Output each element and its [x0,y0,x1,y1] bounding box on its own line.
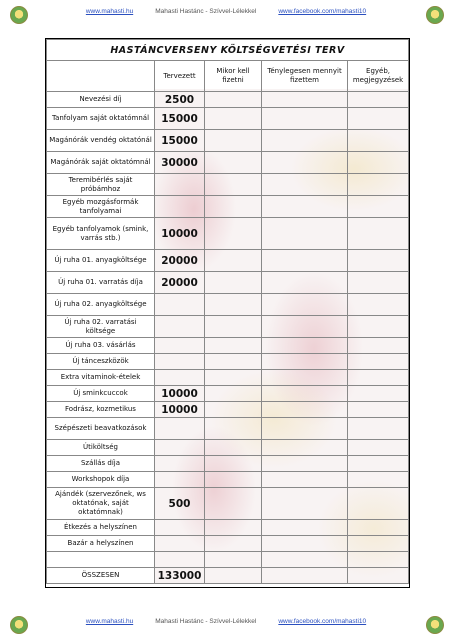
row-label: Új ruha 02. varratási költsége [47,316,155,338]
row-label: Magánórák vendég oktatónál [47,130,155,152]
actual-paid-cell [262,196,348,218]
row-label: Tanfolyam saját oktatómnál [47,108,155,130]
actual-paid-cell [262,250,348,272]
column-header-planned: Tervezett [155,61,205,92]
planned-value [155,552,205,568]
actual-paid-cell [262,370,348,386]
table-row [47,272,409,294]
budget-table [46,39,409,584]
budget-sheet [45,38,410,588]
notes-cell [348,108,409,130]
table-body [47,92,409,584]
table-row [47,92,409,108]
table-row [47,354,409,370]
planned-value [155,440,205,456]
planned-value [155,418,205,440]
notes-cell [348,386,409,402]
actual-paid-cell [262,152,348,174]
planned-value: 500 [155,488,205,520]
table-row [47,338,409,354]
actual-paid-cell [262,174,348,196]
actual-paid-cell [262,354,348,370]
row-label: Nevezési díj [47,92,155,108]
table-row [47,472,409,488]
page-footer [0,610,452,640]
row-label: Étkezés a helyszínen [47,520,155,536]
planned-value [155,294,205,316]
row-label: Új ruha 01. varratás díja [47,272,155,294]
table-row [47,552,409,568]
when-pay-cell [205,338,262,354]
row-label: Új sminkcuccok [47,386,155,402]
notes-cell [348,472,409,488]
table-row [47,218,409,250]
when-pay-cell [205,316,262,338]
row-label: Új tánceszközök [47,354,155,370]
table-row [47,174,409,196]
actual-paid-cell [262,316,348,338]
row-label: Új ruha 03. vásárlás [47,338,155,354]
when-pay-cell [205,196,262,218]
notes-cell [348,316,409,338]
table-row [47,456,409,472]
table-row [47,568,409,584]
planned-value [155,520,205,536]
row-label: Szállás díja [47,456,155,472]
notes-cell [348,338,409,354]
when-pay-cell [205,402,262,418]
planned-value: 10000 [155,386,205,402]
row-label: Extra vitaminok-ételek [47,370,155,386]
planned-value: 10000 [155,218,205,250]
header-line [0,8,452,15]
planned-value: 20000 [155,250,205,272]
table-row [47,520,409,536]
row-label: Szépészeti beavatkozások [47,418,155,440]
notes-cell [348,402,409,418]
when-pay-cell [205,456,262,472]
header-center-text: Mahasti Hastánc - Szívvel-Lélekkel [155,8,257,15]
page-header [0,0,452,30]
table-row [47,250,409,272]
table-title: HASTÁNCVERSENY KÖLTSÉGVETÉSI TERV [47,40,409,61]
row-label [47,552,155,568]
row-label: Magánórák saját oktatómnál [47,152,155,174]
actual-paid-cell [262,418,348,440]
notes-cell [348,152,409,174]
actual-paid-cell [262,338,348,354]
column-header-actual-paid: Ténylegesen mennyit fizettem [262,61,348,92]
row-label: Új ruha 02. anyagköltsége [47,294,155,316]
row-label: Egyéb tanfolyamok (smink, varrás stb.) [47,218,155,250]
when-pay-cell [205,108,262,130]
when-pay-cell [205,472,262,488]
table-row [47,196,409,218]
table-row [47,370,409,386]
actual-paid-cell [262,488,348,520]
notes-cell [348,370,409,386]
table-row [47,418,409,440]
notes-cell [348,218,409,250]
row-label: Új ruha 01. anyagköltsége [47,250,155,272]
table-row [47,130,409,152]
actual-paid-cell [262,568,348,584]
notes-cell [348,354,409,370]
header-empty-cell [47,61,155,92]
when-pay-cell [205,130,262,152]
row-label: Fodrász, kozmetikus [47,402,155,418]
when-pay-cell [205,218,262,250]
planned-value [155,370,205,386]
notes-cell [348,92,409,108]
notes-cell [348,196,409,218]
column-header-when-pay: Mikor kell fizetni [205,61,262,92]
when-pay-cell [205,152,262,174]
actual-paid-cell [262,536,348,552]
when-pay-cell [205,386,262,402]
when-pay-cell [205,294,262,316]
when-pay-cell [205,354,262,370]
table-row [47,294,409,316]
when-pay-cell [205,418,262,440]
when-pay-cell [205,440,262,456]
footer-facebook-link[interactable]: www.facebook.com/mahasti10 [278,618,367,625]
notes-cell [348,552,409,568]
planned-value [155,174,205,196]
when-pay-cell [205,272,262,294]
when-pay-cell [205,536,262,552]
actual-paid-cell [262,92,348,108]
column-header-notes: Egyéb, megjegyzések [348,61,409,92]
footer-line [0,618,452,625]
notes-cell [348,418,409,440]
notes-cell [348,440,409,456]
actual-paid-cell [262,272,348,294]
planned-value: 10000 [155,402,205,418]
footer-site-link[interactable]: www.mahasti.hu [85,618,134,625]
planned-value [155,354,205,370]
actual-paid-cell [262,108,348,130]
notes-cell [348,536,409,552]
notes-cell [348,130,409,152]
table-row [47,440,409,456]
planned-value: 20000 [155,272,205,294]
header-site-link[interactable]: www.mahasti.hu [85,8,134,15]
planned-value [155,472,205,488]
notes-cell [348,250,409,272]
when-pay-cell [205,568,262,584]
footer-center-text: Mahasti Hastánc - Szívvel-Lélekkel [155,618,257,625]
planned-value [155,316,205,338]
notes-cell [348,272,409,294]
row-label: Teremibérlés saját próbámhoz [47,174,155,196]
actual-paid-cell [262,456,348,472]
notes-cell [348,456,409,472]
row-label: Útiköltség [47,440,155,456]
planned-value: 2500 [155,92,205,108]
planned-value: 133000 [155,568,205,584]
actual-paid-cell [262,520,348,536]
row-label: ÖSSZESEN [47,568,155,584]
table-row [47,402,409,418]
when-pay-cell [205,174,262,196]
table-row [47,488,409,520]
when-pay-cell [205,488,262,520]
row-label: Workshopok díja [47,472,155,488]
planned-value: 15000 [155,108,205,130]
table-row [47,316,409,338]
planned-value [155,338,205,354]
planned-value: 15000 [155,130,205,152]
actual-paid-cell [262,130,348,152]
notes-cell [348,174,409,196]
planned-value [155,456,205,472]
table-row [47,152,409,174]
table-row [47,386,409,402]
notes-cell [348,294,409,316]
table-row [47,536,409,552]
header-facebook-link[interactable]: www.facebook.com/mahasti10 [278,8,367,15]
actual-paid-cell [262,294,348,316]
butterfly-logo-icon [426,616,444,634]
notes-cell [348,520,409,536]
table-row [47,108,409,130]
butterfly-logo-icon [426,6,444,24]
planned-value [155,196,205,218]
when-pay-cell [205,520,262,536]
planned-value [155,536,205,552]
actual-paid-cell [262,218,348,250]
when-pay-cell [205,552,262,568]
actual-paid-cell [262,386,348,402]
row-label: Ajándék (szervezőnek, ws oktatónak, saját oktatómnak) [47,488,155,520]
notes-cell [348,488,409,520]
actual-paid-cell [262,472,348,488]
actual-paid-cell [262,552,348,568]
actual-paid-cell [262,440,348,456]
notes-cell [348,568,409,584]
planned-value: 30000 [155,152,205,174]
when-pay-cell [205,370,262,386]
when-pay-cell [205,92,262,108]
row-label: Egyéb mozgásformák tanfolyamai [47,196,155,218]
when-pay-cell [205,250,262,272]
row-label: Bazár a helyszínen [47,536,155,552]
actual-paid-cell [262,402,348,418]
